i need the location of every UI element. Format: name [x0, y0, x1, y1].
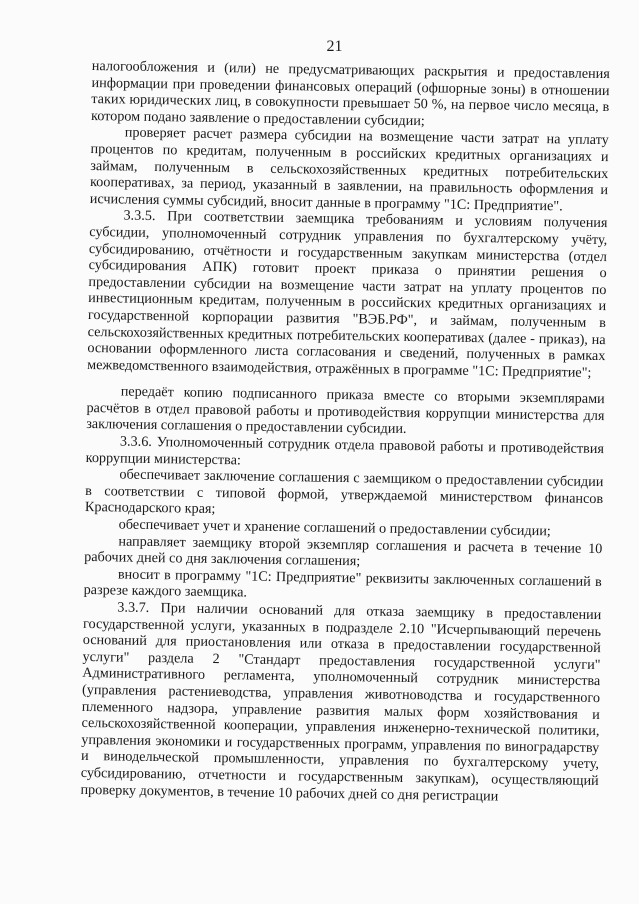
- paragraph: 3.3.5. При соответствии заемщика требованиям и условиям получения субсидии, уполномоченный сотрудник управления по бухгалтерскому учёту, субсидированию, отчётности и государственным закупкам министерства (отдел субсидирования АПК) готовит проект приказа о принятии решения о предоставлении субсидии на возмещение части затрат на уплату процентов по инвестиционным кредитам, полученным в российских кредитных организациях и государственной корпорации развития "ВЭБ.РФ", и займам, полученным в сельскохозяйственных кредитных потребительских кооперативах (далее - приказ), на основании оформленного листа согласования и сведений, полученных в рамках межведомственного взаимодействия, отражённых в программе "1С: Предприятие";: [87, 207, 608, 381]
- body-text: [80, 58, 610, 806]
- page-number: 21: [326, 38, 343, 55]
- paragraph: обеспечивает учет и хранение соглашений о предоставлении субсидии;: [118, 516, 551, 540]
- paragraph: налогообложения и (или) не предусматривающих раскрытия и предоставления информации при проведении финансовых операций (офшорные зоны) в отношении таких юридических лиц, в совокупности превышает 50 %, на первое число месяца, в котором подано заявление о предоставлении субсидии;: [90, 58, 610, 130]
- paragraph: обеспечивает заключение соглашения с заемщиком о предоставлении субсидии в соответствии с типовой формой, утверждаемой министерством финансов Краснодарского края;: [84, 466, 604, 518]
- paragraph: 3.3.7. При наличии оснований для отказа заемщику в предоставлении государственной услуги, указанных в подразделе 2.10 "Исчерпывающий перечень оснований для приостановления или отказа в предоставлении государственной услуги" раздела 2 "Стандарт предоставления государственной услуги" Административного регламента, уполномоченный сотрудник министерства (управления растениеводства, управления животноводства и государственного племенного надзора, управление развития малых форм хозяйствования и сельскохозяйственной кооперации, управления инженерно-технической политики, управления экономики и государственных программ, управления по виноградарству и винодельческой промышленности, управления по бухгалтерскому учету, субсидированию, отчетности и государственным закупкам), осуществляющий проверку документов, в течение 10 рабочих дней со дня регистрации: [80, 599, 602, 805]
- paragraph: передаёт копию подписанного приказа вместе со вторыми экземплярами расчётов в отдел правовой работы и противодействия коррупции министерства для заключения соглашения о предоставлении субсидии.: [86, 383, 605, 438]
- paragraph: направляет заемщику второй экземпляр соглашения и расчета в течение 10 рабочих дней со дня заключения соглашения;: [84, 533, 603, 570]
- paragraph: проверяет расчет размера субсидии на возмещение части затрат на уплату процентов по кредитам, полученным в российских кредитных организациях и займам, полученным в сельскохозяйственных кредитных потребительских кооперативах, за период, указанный в заявлении, на правильность оформления и исчисления суммы субсидий, вносит данные в программу "1С: Предприятие".: [89, 124, 609, 215]
- paragraph: вносит в программу "1С: Предприятие" реквизиты заключенных соглашений в разрезе каждого заемщика.: [83, 566, 602, 601]
- paragraph: 3.3.6. Уполномоченный сотрудник отдела правовой работы и противодействия коррупции министерства:: [85, 433, 605, 469]
